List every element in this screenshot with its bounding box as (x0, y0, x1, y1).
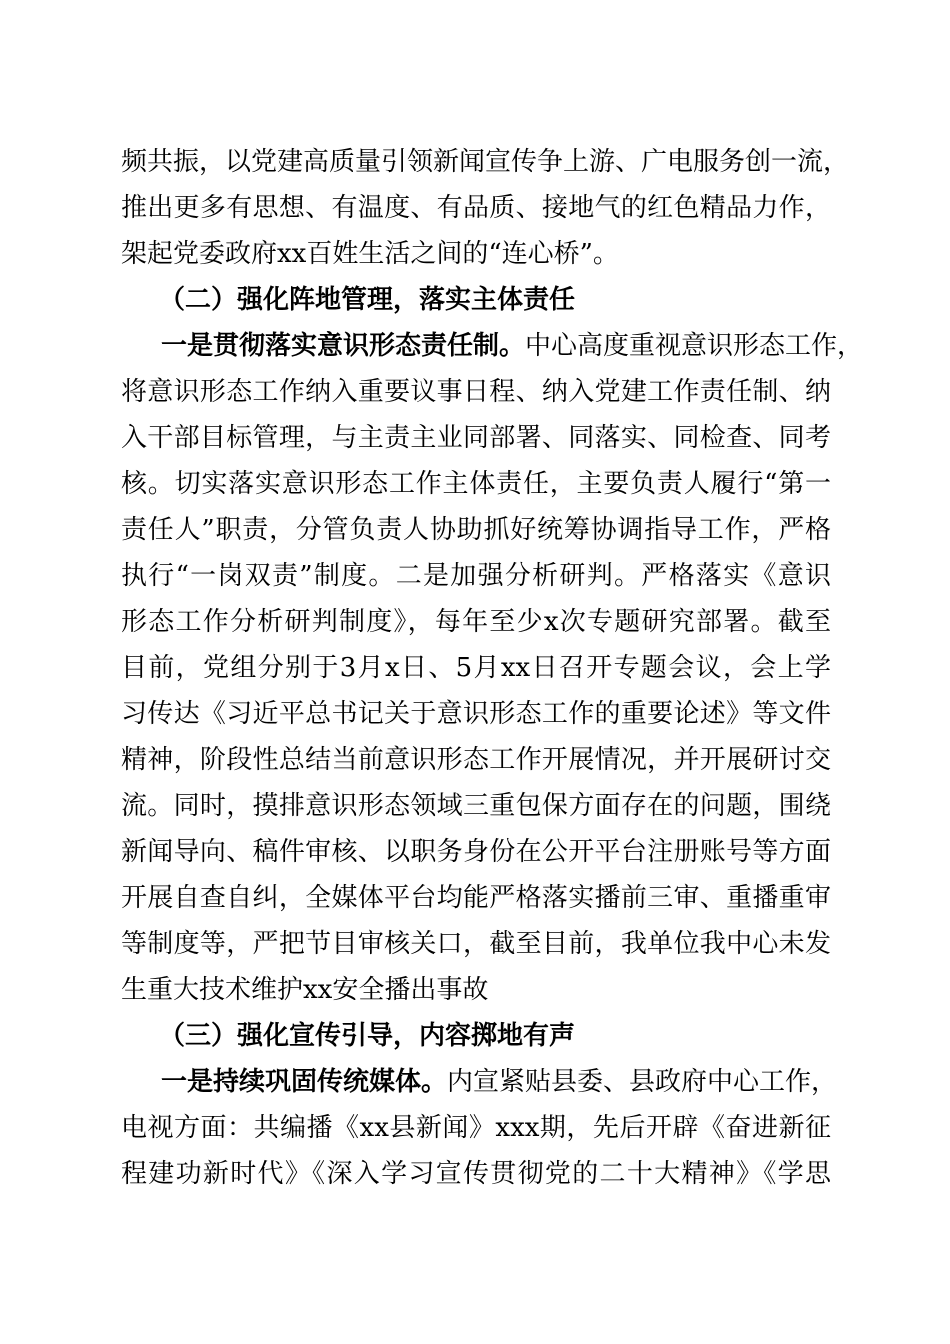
paragraph-line: 生重大技术维护xx安全播出事故 (121, 975, 489, 1005)
paragraph-line: 形态工作分析研判制度》，每年至少x次专题研究部署。截至 (121, 607, 831, 637)
paragraph-line: 开展自查自纠，全媒体平台均能严格落实播前三审、重播重审 (121, 883, 831, 913)
paragraph-line: 精神，阶段性总结当前意识形态工作开展情况，并开展研讨交 (121, 745, 831, 775)
section-heading: （三）强化宣传引导，内容掷地有声 (159, 1021, 576, 1051)
paragraph-line: 电视方面：共编播《xx县新闻》xxx期，先后开辟《奋进新征 (121, 1113, 831, 1143)
paragraph-line: 等制度等，严把节目审核关口，截至目前，我单位我中心未发 (121, 929, 831, 959)
paragraph-line (121, 323, 864, 369)
paragraph-line: 入干部目标管理，与主责主业同部署、同落实、同检查、同考 (121, 423, 831, 453)
section-heading: （二）强化阵地管理，落实主体责任 (159, 285, 576, 315)
paragraph-line: 架起党委政府xx百姓生活之间的“连心桥”。 (121, 239, 619, 269)
paragraph-line: 目前，党组分别于3月x日、5月xx日召开专题会议，会上学 (121, 653, 831, 683)
paragraph-text: 中心高度重视意识形态工作， (525, 331, 864, 361)
paragraph-line: 习传达《习近平总书记关于意识形态工作的重要论述》等文件 (121, 699, 831, 729)
lead-sentence: 一是贯彻落实意识形态责任制。 (161, 331, 526, 361)
paragraph-line: 流。同时，摸排意识形态领域三重包保方面存在的问题，围绕 (121, 791, 831, 821)
paragraph-line: 推出更多有思想、有温度、有品质、接地气的红色精品力作， (121, 193, 831, 223)
paragraph-line: 程建功新时代》《深入学习宣传贯彻党的二十大精神》《学思 (121, 1159, 831, 1189)
paragraph-line: 新闻导向、稿件审核、以职务身份在公开平台注册账号等方面 (121, 837, 831, 867)
paragraph-line (121, 1059, 838, 1105)
paragraph-line: 频共振，以党建高质量引领新闻宣传争上游、广电服务创一流， (121, 147, 850, 177)
paragraph-line: 将意识形态工作纳入重要议事日程、纳入党建工作责任制、纳 (121, 377, 831, 407)
paragraph-text: 内宣紧贴县委、县政府中心工作， (447, 1067, 838, 1097)
paragraph-line: 执行“一岗双责”制度。二是加强分析研判。严格落实《意识 (121, 561, 831, 591)
paragraph-line: 责任人”职责，分管负责人协助抓好统筹协调指导工作，严格 (121, 515, 831, 545)
paragraph-line: 核。切实落实意识形态工作主体责任，主要负责人履行“第一 (121, 469, 831, 499)
lead-sentence: 一是持续巩固传统媒体。 (161, 1067, 448, 1097)
